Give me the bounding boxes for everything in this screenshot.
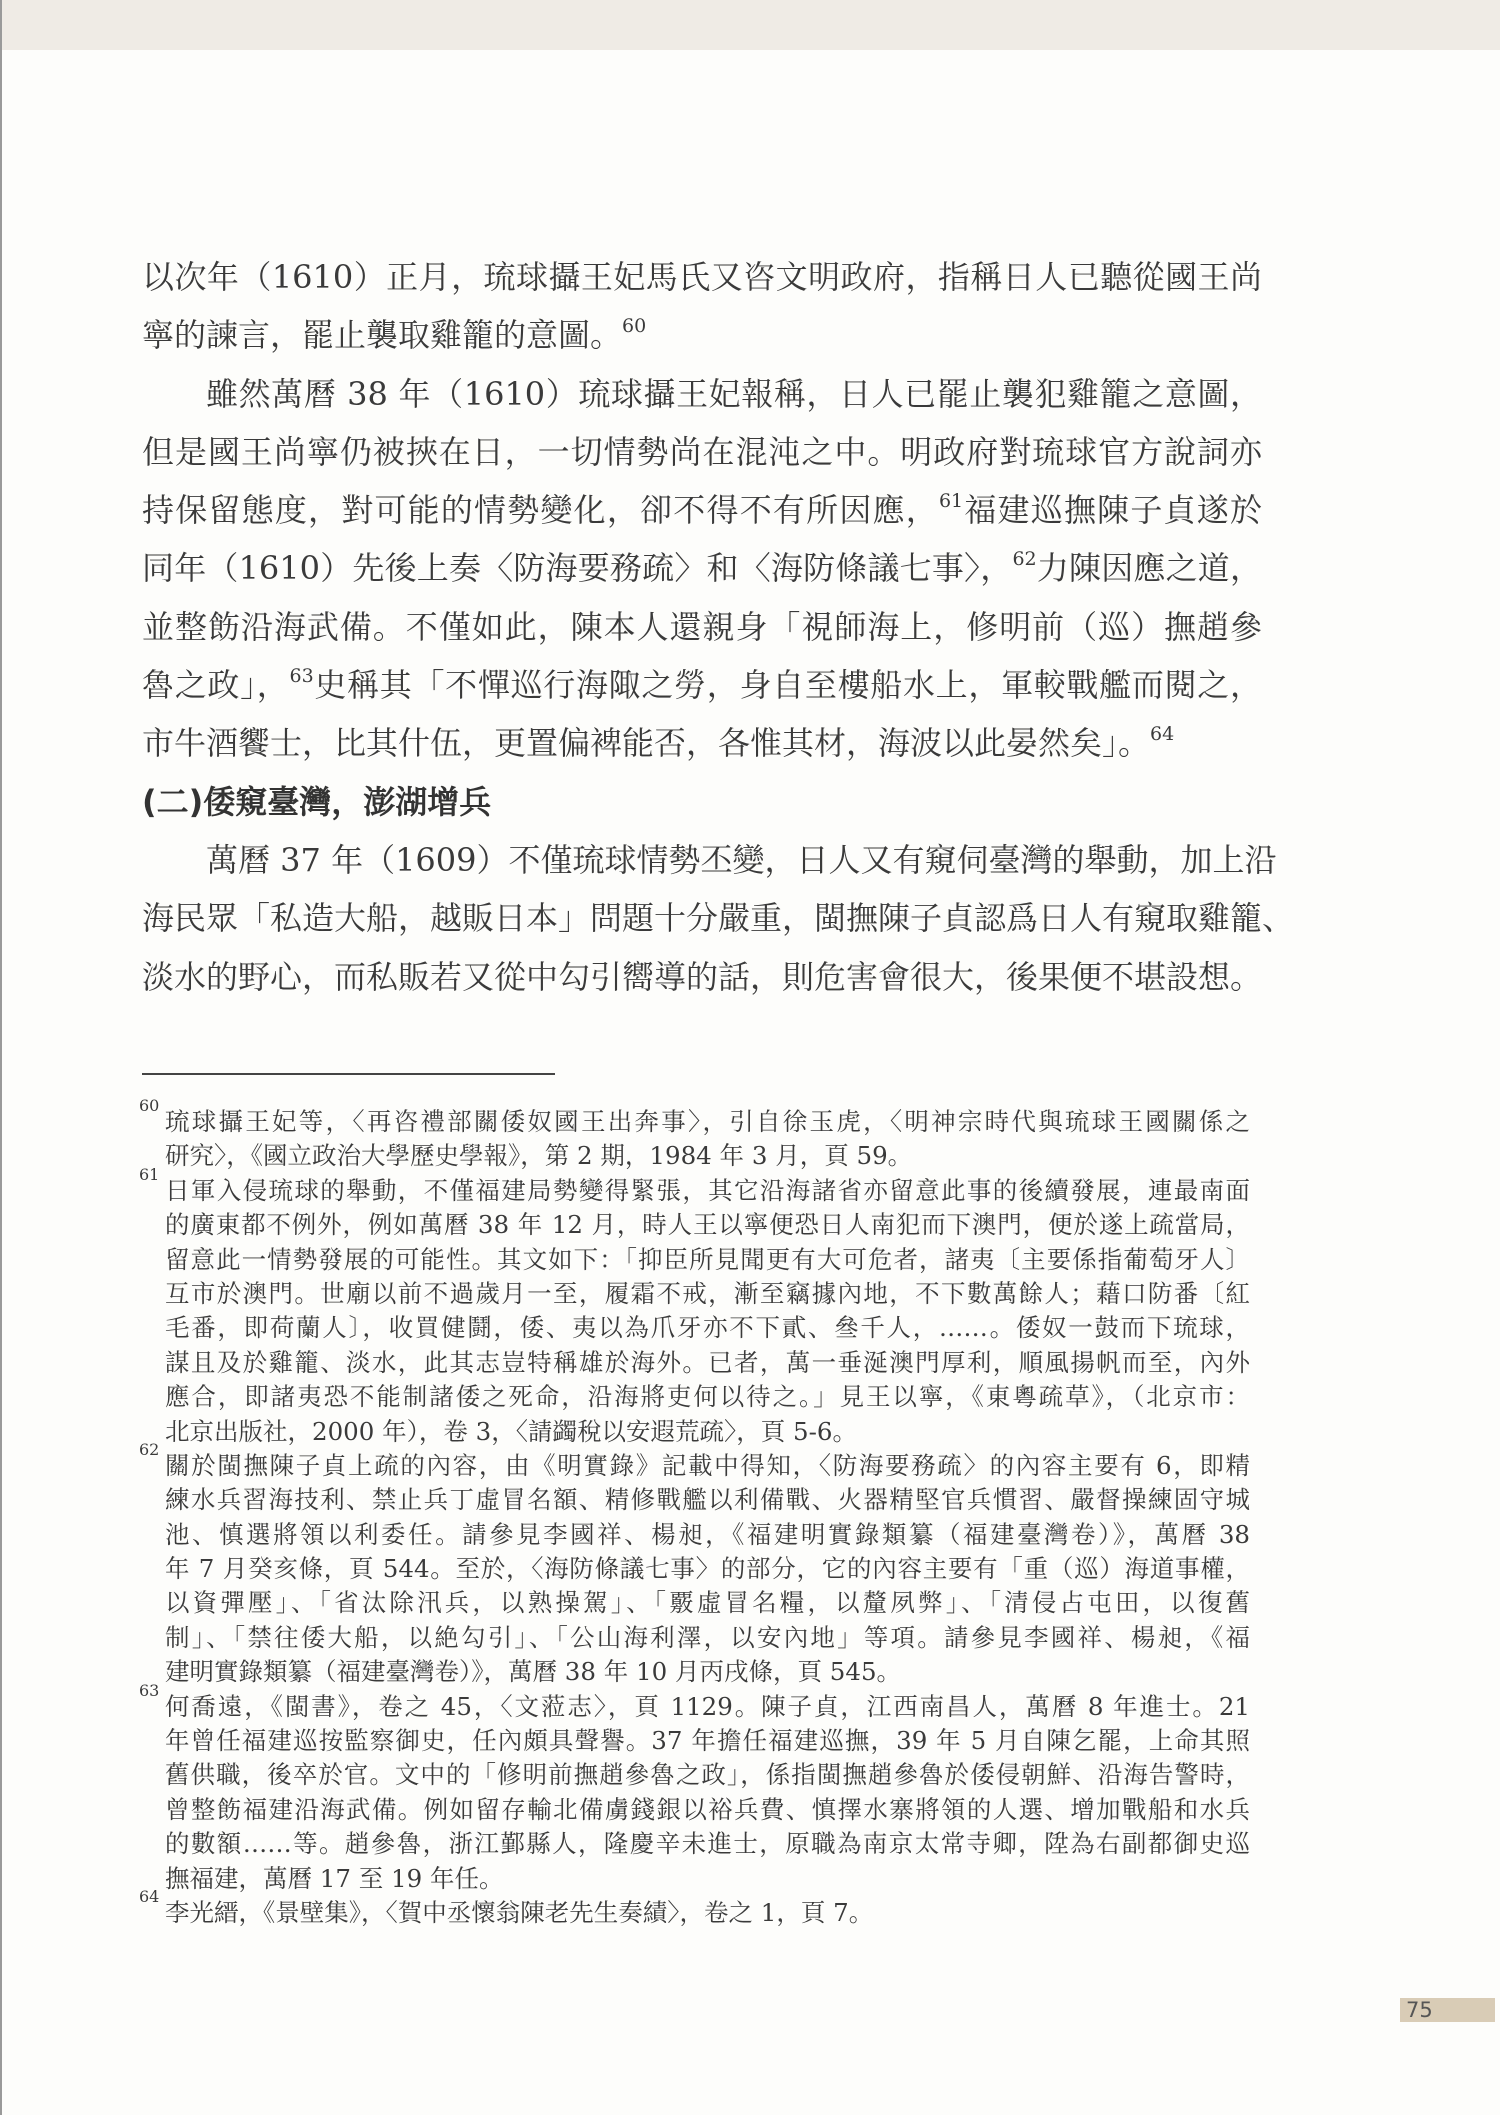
footnote-line [165,1621,1250,1655]
footnote-line [165,1793,1250,1827]
footnote-line [139,1164,1250,1208]
text-line [142,656,1262,714]
footnote-line [165,1552,1250,1586]
footnote-line [165,1518,1250,1552]
text-segment: 力陳因應之道， [1036,549,1262,588]
text-line [142,714,1262,772]
text-line [142,365,1262,423]
footnote-text: 的數額……等。趙參魯，浙江鄞縣人，隆慶辛未進士，原職為南京太常寺卿，陞為右副都御史巡 [165,1829,1250,1859]
footnote-text: 毛番，即荷蘭人〕，收買健鬪，倭、夷以為爪牙亦不下貳、叄千人，……。倭奴一鼓而下琉球， [165,1313,1250,1343]
text-line [142,423,1262,481]
footnote-text: 曾整飭福建沿海武備。例如留存輸北備虜錢銀以裕兵費、慎擇水寨將領的人選、增加戰船和水兵 [165,1794,1250,1824]
footnote-line [165,1655,1250,1689]
text-line [142,539,1262,597]
text-segment: 市牛酒饗士，比其什伍，更置偏裨能否，各惟其材，海波以此晏然矣」。 [142,724,1151,763]
text-segment: 史稱其「不憚巡行海陬之勞，身自至樓船水上，軍較戰艦而閱之， [313,666,1262,705]
page-number: 75 [1400,1998,1495,2022]
footnote-text: 謀且及於雞籠、淡水，此其志豈特稱雄於海外。已者，萬一垂涎澳門厚利，順風揚帆而至，內外 [165,1347,1250,1377]
footnote-text: 李光縉，《景壁集》，〈賀中丞懷翁陳老先生奏績〉，卷之 1，頁 7。 [165,1897,874,1927]
text-segment: 雖然萬曆 38 年（1610）琉球攝王妃報稱，日人已罷止襲犯雞籠之意圖， [206,374,1262,413]
text-segment: 同年（1610）先後上奏〈防海要務疏〉和〈海防條議七事〉， [142,549,1013,588]
footnote-reference[interactable]: 63 [289,665,314,688]
footnote-text: 以資彈壓」、「省汰除汛兵，以熟操駕」、「覈虛冒名糧，以釐夙弊」、「清侵占屯田，以復舊 [165,1588,1250,1618]
footnote-text: 池、慎選將領以利委任。請參見李國祥、楊昶，《福建明實錄類纂（福建臺灣卷）》，萬曆 38 [165,1519,1250,1549]
footnote-text: 留意此一情勢發展的可能性。其文如下：「抑臣所見聞更有大可危者，諸夷〔主要係指葡萄牙人〕 [165,1244,1250,1274]
text-segment: 淡水的野心，而私販若又從中勾引嚮導的話，則危害會很大，後果便不堪設想。 [142,957,1263,996]
footnote-line [165,1758,1250,1792]
footnote-reference[interactable]: 61 [938,490,964,513]
footnote-text: 互市於澳門。世廟以前不過歲月一至，履霜不戒，漸至竊據內地，不下數萬餘人；藉口防番〔紅 [165,1278,1250,1308]
footnote-text: 何喬遠，《閩書》，卷之 45，〈文蒞志〉，頁 1129。陳子貞，江西南昌人，萬曆 8 年進士。21 [165,1691,1250,1721]
footnote-separator [142,1073,555,1075]
footnote-line [165,1827,1250,1861]
footnote-number: 60 [139,1096,160,1115]
text-segment: 以次年（1610）正月，琉球攝王妃馬氏又咨文明政府，指稱日人已聽從國王尚 [142,258,1262,296]
footnote-text: 琉球攝王妃等，〈再咨禮部關倭奴國王出奔事〉，引自徐玉虎，〈明神宗時代與琉球王國關係之 [165,1107,1250,1136]
text-segment: 寧的諫言，罷止襲取雞籠的意圖。 [142,316,623,355]
text-segment: 萬曆 37 年（1609）不僅琉球情勢丕變，日人又有窺伺臺灣的舉動，加上沿 [206,840,1277,879]
footnote-reference[interactable]: 62 [1012,548,1037,571]
footnote-line [165,1311,1250,1345]
text-line [142,889,1295,947]
text-line [142,306,1262,364]
footnote-number: 62 [139,1439,160,1459]
footnote-text: 練水兵習海技利、禁止兵丁虛冒名額、精修戰艦以利備戰、火器精堅官兵慣習、嚴督操練固守城 [165,1485,1250,1515]
footnote-text: 的廣東都不例外，例如萬曆 38 年 12 月，時人王以寧便恐日人南犯而下澳門，便於遂上疏當局， [165,1210,1250,1240]
footnote-text: 年曾任福建巡按監察御史，任內頗具聲譽。37 年擔任福建巡撫，39 年 5 月自陳乞罷，上命其照 [165,1726,1250,1756]
footnote-text: 制」、「禁往倭大船，以絶勾引」、「公山海利澤，以安內地」等項。請參見李國祥、楊昶，《福 [165,1622,1250,1652]
main-text [142,248,1295,1006]
text-segment: 持保留態度，對可能的情勢變化，卻不得不有所因應， [142,491,939,530]
text-segment: 福建巡撫陳子貞遂於 [963,491,1262,530]
footnote-text: 北京出版社，2000 年），卷 3，〈請蠲稅以安遐荒疏〉，頁 5-6。 [165,1416,858,1446]
text-line [142,248,1262,306]
footnote-text: 年 7 月癸亥條，頁 544。至於，〈海防條議七事〉的部分，它的內容主要有「重（巡）海道事權， [165,1554,1250,1584]
footnote-line [165,1724,1250,1758]
footnote-number: 64 [139,1886,160,1906]
text-segment: 並整飭沿海武備。不僅如此，陳本人還親身「視師海上，修明前（巡）撫趙參 [142,607,1262,646]
footnote-line [165,1139,1250,1173]
text-segment: 魯之政」， [142,666,290,705]
footnote-text: 應合，即諸夷恐不能制諸倭之死命，沿海將吏何以待之。」見王以寧，《東粵疏草》，（北京市： [165,1382,1250,1412]
footnote-line [165,1243,1250,1277]
footnotes [139,1096,1250,1930]
footnote-number: 63 [139,1680,160,1700]
text-segment: 海民眾「私造大船，越販日本」問題十分嚴重，閩撫陳子貞認爲日人有窺取雞籠、 [142,899,1295,938]
footnote-text: 舊供職，後卒於官。文中的「修明前撫趙參魯之政」，係指閩撫趙參魯於倭侵朝鮮、沿海告警時， [165,1760,1250,1790]
footnote-text: 日軍入侵琉球的舉動，不僅福建局勢變得緊張，其它沿海諸省亦留意此事的後續發展，連最南面 [165,1175,1250,1205]
footnote-line [165,1862,1250,1896]
section-heading: (二)倭窺臺灣，澎湖增兵 [142,782,492,821]
footnote-line [139,1886,1250,1930]
footnote-reference[interactable]: 60 [622,315,647,338]
footnote-line [165,1380,1250,1414]
footnote-text: 研究〉，《國立政治大學歷史學報》，第 2 期，1984 年 3 月，頁 59。 [165,1141,913,1171]
footnote-line [165,1483,1250,1517]
text-segment: 但是國王尚寧仍被挾在日，一切情勢尚在混沌之中。明政府對琉球官方說詞亦 [142,432,1262,471]
footnote-text: 建明實錄類纂（福建臺灣卷）》，萬曆 38 年 10 月丙戌條，頁 545。 [165,1657,902,1687]
scan-top-margin [0,0,1500,50]
footnote-line [139,1680,1250,1724]
footnote-text: 關於閩撫陳子貞上疏的內容，由《明實錄》記載中得知，〈防海要務疏〉的內容主要有 6，即精 [165,1450,1250,1480]
text-line [142,481,1262,539]
text-line [142,598,1262,656]
text-line [142,948,1262,1006]
footnote-line [139,1439,1250,1483]
footnote-line [165,1277,1250,1311]
text-line [142,831,1277,889]
footnote-line [165,1208,1250,1242]
footnote-text: 撫福建，萬曆 17 至 19 年任。 [165,1863,504,1893]
footnote-line [165,1586,1250,1620]
footnote-number: 61 [139,1164,160,1184]
footnote-line [165,1346,1250,1380]
footnote-line [165,1415,1250,1449]
footnote-reference[interactable]: 64 [1150,723,1175,746]
scan-left-edge [0,0,2,2115]
footnote-line [139,1096,1250,1139]
